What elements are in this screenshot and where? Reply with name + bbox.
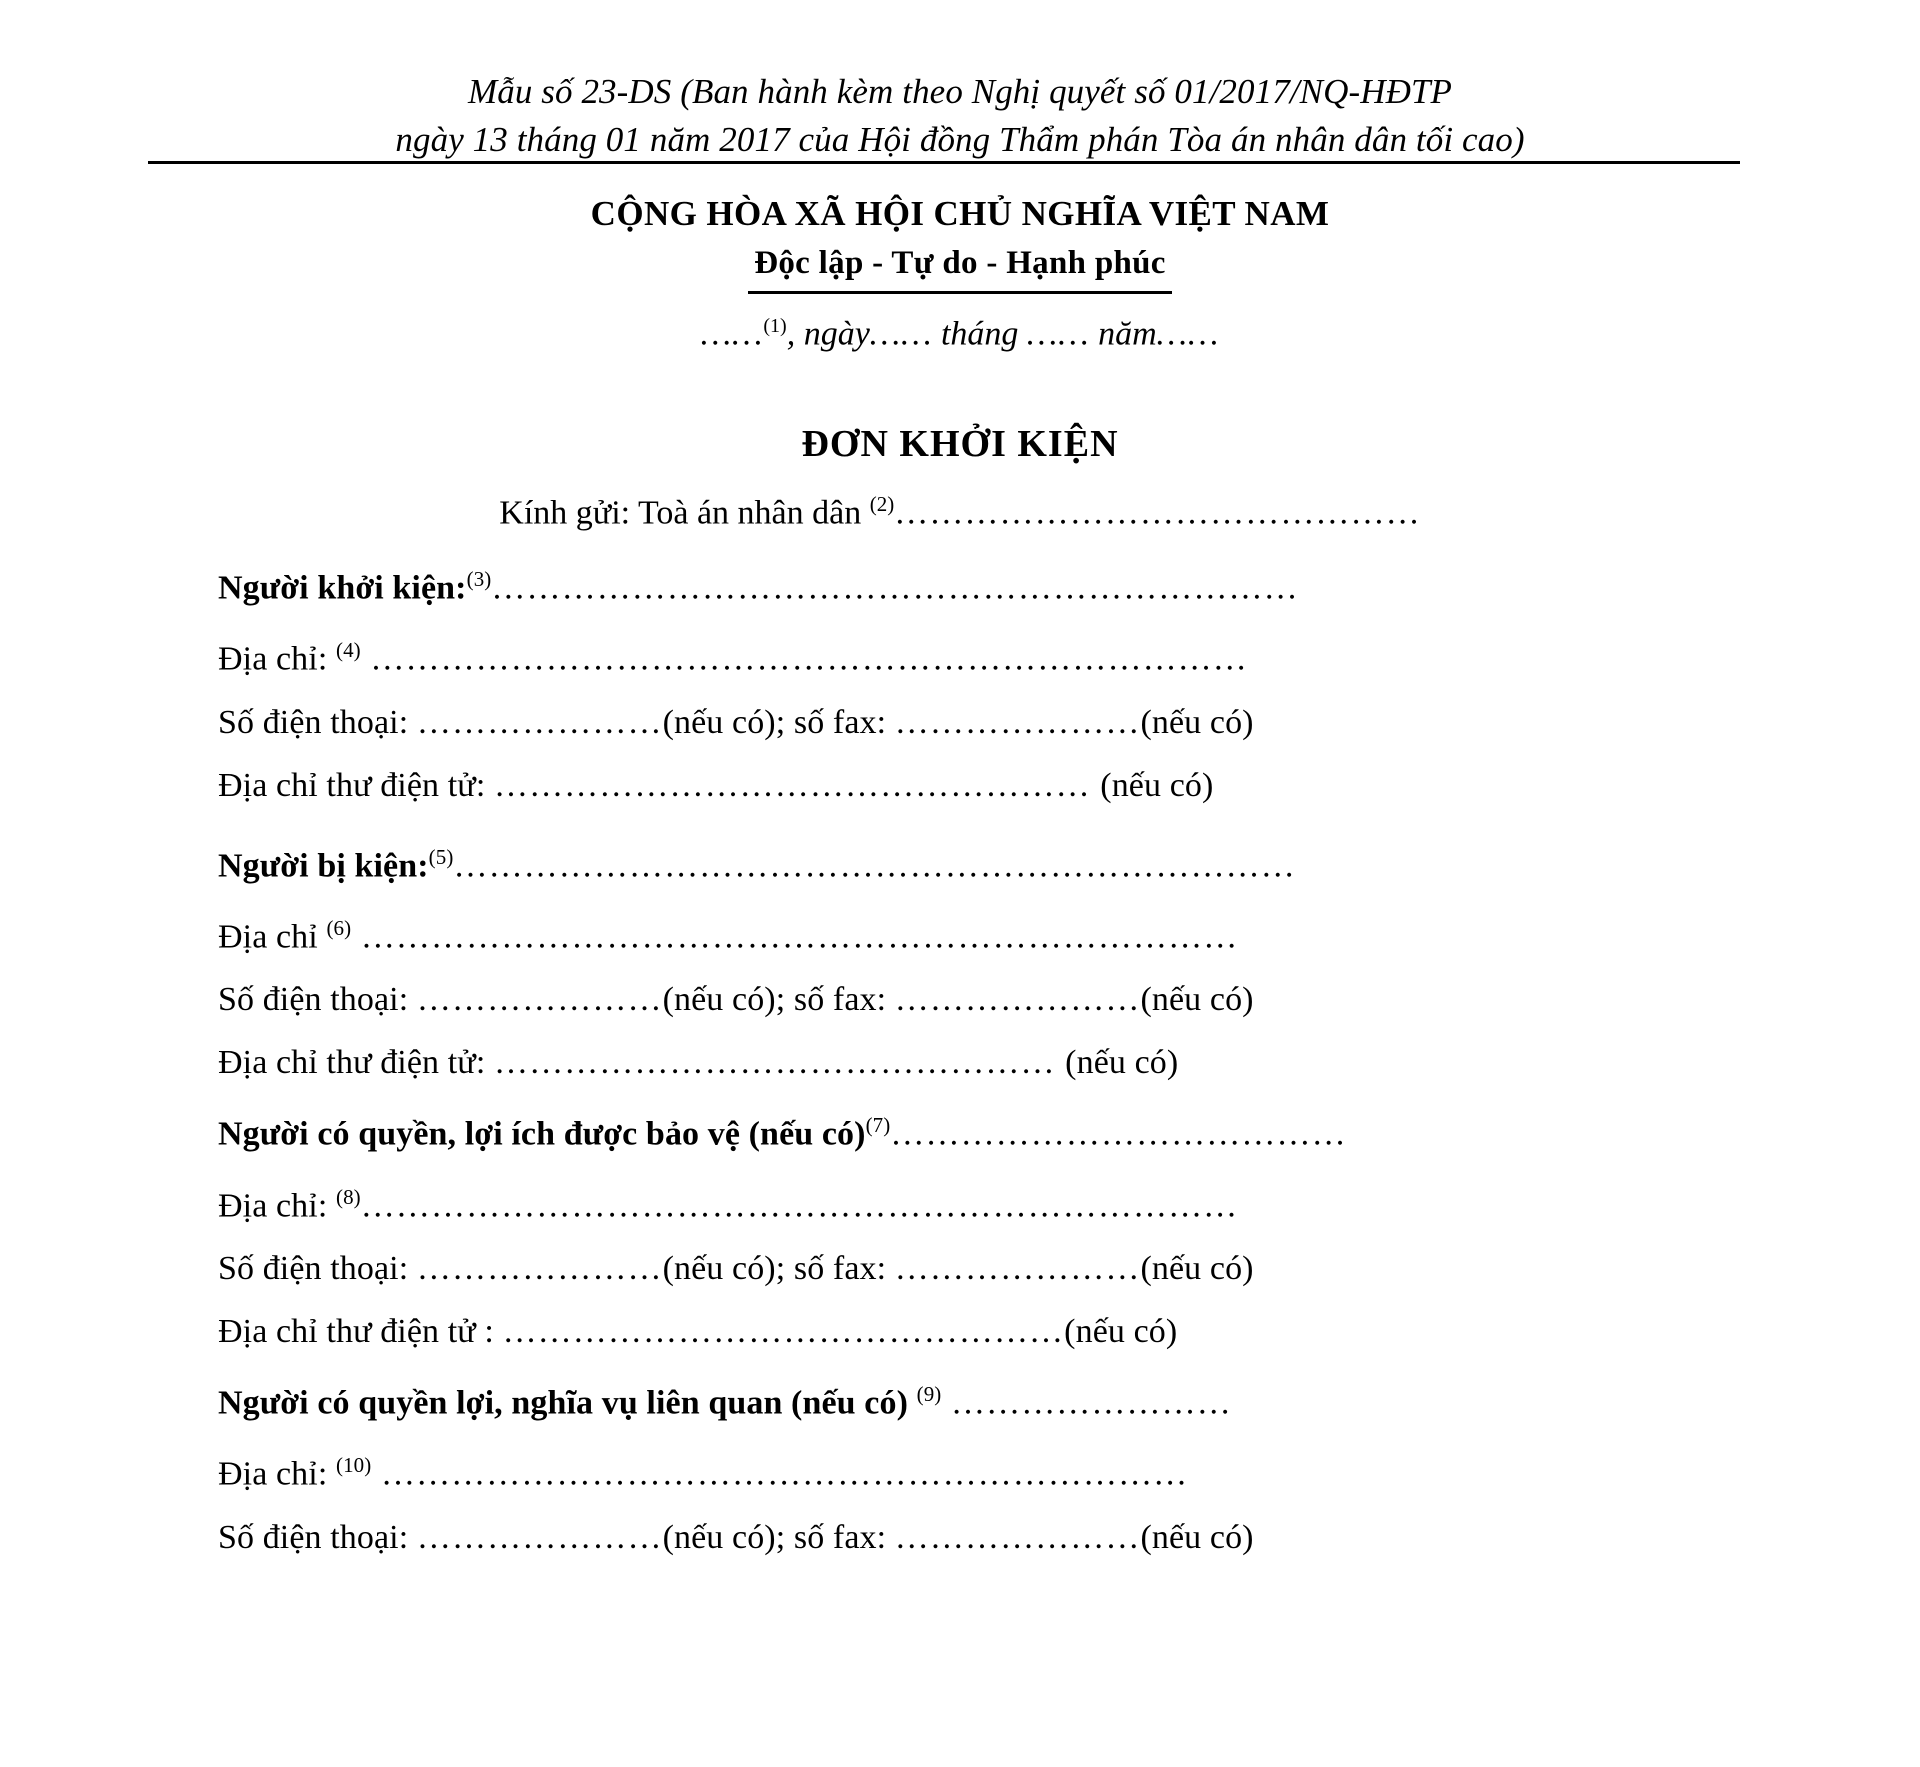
field-protected-party-phone-optional: (nếu có); số fax: — [662, 1249, 895, 1287]
addressee-label: Kính gửi: Toà án nhân dân — [499, 494, 870, 532]
addressee-line — [0, 480, 1920, 537]
field-plaintiff-address-blank: ………………………………………………………………… — [360, 640, 1248, 678]
footnote-marker-9: (9) — [916, 1381, 942, 1406]
field-protected-party-blank: ………………………………… — [890, 1115, 1347, 1153]
place-date-line — [0, 303, 1920, 357]
field-defendant-address — [218, 897, 1728, 968]
page-title: ĐƠN KHỞI KIỆN — [801, 423, 1119, 465]
footnote-marker-10: (10) — [335, 1453, 372, 1478]
form-fields-block — [218, 548, 1728, 1569]
field-protected-party-email-blank: ………………………………………… — [502, 1312, 1065, 1350]
field-defendant-email-optional: (nếu có) — [1065, 1044, 1179, 1082]
form-reference-header — [0, 68, 1920, 164]
field-plaintiff-address-label: Địa chỉ: — [218, 640, 336, 678]
footnote-marker-4: (4) — [335, 638, 361, 663]
field-defendant-email-blank: ………………………………………… — [493, 1044, 1066, 1082]
field-defendant-phone-blank: ………………… — [416, 981, 663, 1019]
field-related-party-fax-blank: ………………… — [894, 1518, 1141, 1556]
field-defendant-fax-optional: (nếu có) — [1140, 981, 1254, 1019]
header-divider-rule — [148, 161, 1740, 164]
footnote-marker-1: (1) — [763, 315, 787, 337]
field-related-party — [218, 1363, 1728, 1434]
field-protected-party-phone — [218, 1237, 1728, 1300]
field-plaintiff-phone — [218, 691, 1728, 754]
field-related-party-phone — [218, 1506, 1728, 1569]
field-plaintiff-phone-optional: (nếu có); số fax: — [662, 703, 895, 741]
field-protected-party-fax-blank: ………………… — [894, 1249, 1141, 1287]
field-protected-party-phone-label: Số điện thoại: — [218, 1249, 417, 1287]
month-label: tháng — [932, 315, 1027, 353]
field-related-party-address-label: Địa chỉ: — [218, 1455, 336, 1493]
field-defendant-fax-blank: ………………… — [894, 981, 1141, 1019]
field-related-party-blank: …………………… — [941, 1384, 1232, 1422]
field-defendant-label: Người bị kiện: — [218, 846, 429, 884]
field-plaintiff-address — [218, 619, 1728, 690]
field-plaintiff-email-optional: (nếu có) — [1100, 766, 1214, 804]
field-protected-party-address — [218, 1166, 1728, 1237]
field-plaintiff-phone-label: Số điện thoại: — [218, 703, 417, 741]
field-plaintiff-email-label: Địa chỉ thư điện tử: — [218, 766, 494, 804]
field-plaintiff-fax-blank: ………………… — [894, 703, 1141, 741]
footnote-marker-5: (5) — [428, 844, 454, 869]
field-related-party-address — [218, 1434, 1728, 1505]
field-defendant — [218, 826, 1728, 897]
field-defendant-phone-label: Số điện thoại: — [218, 981, 417, 1019]
national-heading-block — [0, 192, 1920, 294]
field-protected-party-email-optional: (nếu có) — [1064, 1312, 1178, 1350]
place-blank: …… — [700, 315, 764, 353]
form-reference-line-1: Mẫu số 23-DS (Ban hành kèm theo Nghị quyết số 01/2017/NQ-HĐTP — [467, 72, 1453, 111]
field-protected-party-email-label: Địa chỉ thư điện tử : — [218, 1312, 503, 1350]
field-protected-party-label: Người có quyền, lợi ích được bảo vệ (nếu có) — [218, 1115, 866, 1153]
field-defendant-phone — [218, 968, 1728, 1031]
field-protected-party-address-label: Địa chỉ: — [218, 1186, 336, 1224]
form-reference-line-2: ngày 13 tháng 01 năm 2017 của Hội đồng Thẩm phán Tòa án nhân dân tối cao) — [395, 120, 1525, 159]
year-blank: …… — [1156, 315, 1220, 353]
field-protected-party-address-blank: ………………………………………………………………… — [360, 1186, 1239, 1224]
footnote-marker-2: (2) — [869, 492, 895, 516]
month-blank: …… — [1026, 315, 1090, 353]
field-protected-party — [218, 1094, 1728, 1165]
field-related-party-phone-label: Số điện thoại: — [218, 1518, 417, 1556]
field-related-party-label: Người có quyền lợi, nghĩa vụ liên quan (nếu có) — [218, 1384, 917, 1422]
field-defendant-blank: ……………………………………………………………… — [453, 846, 1296, 884]
field-related-party-address-blank: …………………………………………………………… — [371, 1455, 1189, 1493]
field-plaintiff-email — [218, 754, 1728, 817]
footnote-marker-8: (8) — [335, 1184, 361, 1209]
field-protected-party-email — [218, 1300, 1728, 1363]
country-name: CỘNG HÒA XÃ HỘI CHỦ NGHĨA VIỆT NAM — [590, 194, 1330, 233]
field-related-party-phone-blank: ………………… — [416, 1518, 663, 1556]
footnote-marker-3: (3) — [466, 567, 492, 591]
national-motto-underline — [748, 242, 1171, 294]
field-protected-party-phone-blank: ………………… — [416, 1249, 663, 1287]
addressee-blank: ……………………………………… — [894, 494, 1421, 532]
field-defendant-email-label: Địa chỉ thư điện tử: — [218, 1044, 494, 1082]
day-label: , ngày — [786, 315, 870, 353]
field-plaintiff-blank: …………………………………………………………… — [491, 569, 1299, 607]
year-label: năm — [1089, 315, 1157, 353]
national-motto: Độc lập - Tự do - Hạnh phúc — [754, 245, 1166, 281]
field-plaintiff-phone-blank: ………………… — [416, 703, 663, 741]
field-defendant-address-label: Địa chỉ — [218, 918, 327, 956]
field-plaintiff-email-blank: …………………………………………… — [493, 766, 1101, 804]
field-protected-party-fax-optional: (nếu có) — [1140, 1249, 1254, 1287]
footnote-marker-7: (7) — [865, 1113, 891, 1138]
field-plaintiff-label: Người khởi kiện: — [218, 569, 467, 607]
field-defendant-phone-optional: (nếu có); số fax: — [662, 981, 895, 1019]
footnote-marker-6: (6) — [326, 915, 352, 940]
field-related-party-fax-optional: (nếu có) — [1140, 1518, 1254, 1556]
field-defendant-address-blank: ………………………………………………………………… — [351, 918, 1239, 956]
field-related-party-phone-optional: (nếu có); số fax: — [662, 1518, 895, 1556]
field-defendant-email — [218, 1031, 1728, 1094]
field-plaintiff-fax-optional: (nếu có) — [1140, 703, 1254, 741]
field-plaintiff — [218, 548, 1728, 619]
day-blank: …… — [869, 315, 933, 353]
